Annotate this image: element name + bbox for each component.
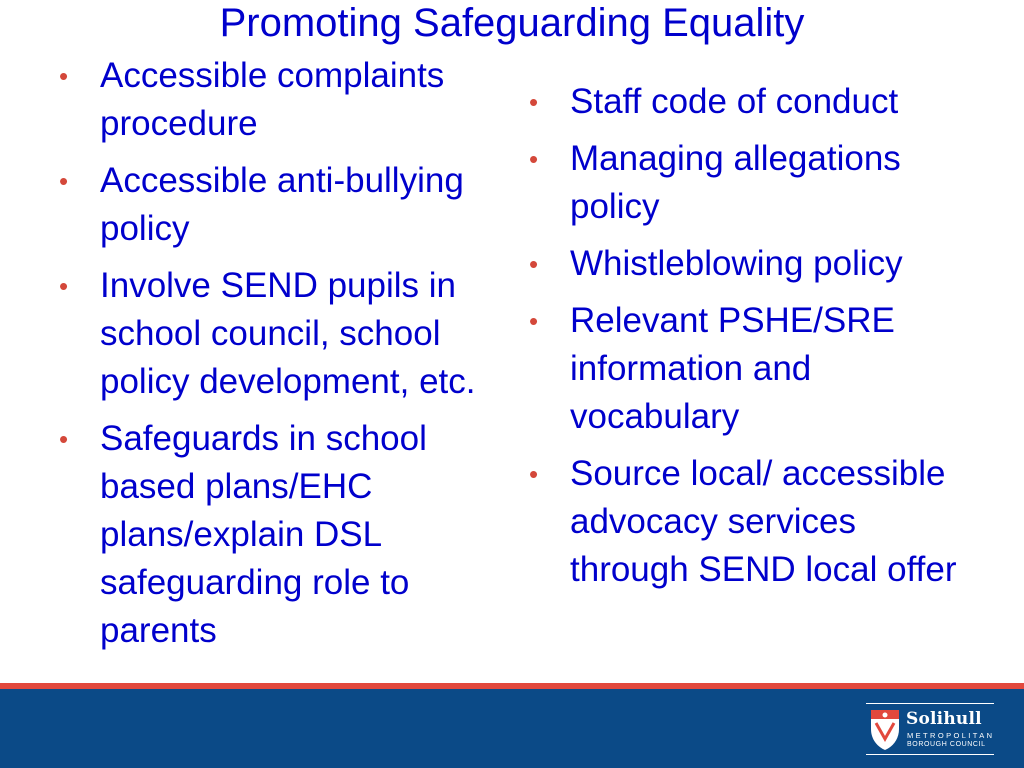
bullet-text: Managing allegations policy (570, 139, 901, 226)
bullet-icon: • (59, 61, 69, 91)
list-item (526, 240, 966, 288)
logo-subtitle-2: BOROUGH COUNCIL (907, 741, 986, 748)
bullet-text: Safeguards in school based plans/EHC plans/explain DSL safeguarding role to parents (100, 419, 427, 650)
logo-name: Solihull (906, 709, 982, 729)
crest-icon (868, 707, 902, 753)
slide-title: Promoting Safeguarding Equality (219, 1, 805, 45)
logo-subtitle: METROPOLITAN (907, 731, 995, 740)
list-item (526, 135, 966, 231)
bullet-text: Relevant PSHE/SRE information and vocabulary (570, 301, 895, 436)
logo-top-rule (866, 703, 994, 704)
council-logo (866, 703, 994, 755)
bullet-icon: • (529, 144, 539, 174)
logo-bottom-rule (866, 754, 994, 755)
bullet-icon: • (529, 459, 539, 489)
list-item (526, 78, 966, 126)
list-item (56, 262, 506, 406)
list-item (56, 52, 506, 148)
bullet-icon: • (529, 249, 539, 279)
bullet-text: Source local/ accessible advocacy services through SEND local offer (570, 454, 957, 589)
bullet-icon: • (529, 306, 539, 336)
list-item (56, 157, 506, 253)
bullet-icon: • (59, 424, 69, 454)
bullet-text: Accessible complaints procedure (100, 56, 445, 143)
bullet-text: Whistleblowing policy (570, 244, 903, 283)
bullet-icon: • (59, 271, 69, 301)
bullet-text: Involve SEND pupils in school council, school policy development, etc. (100, 266, 476, 401)
list-item (526, 450, 966, 594)
bullet-text: Staff code of conduct (570, 82, 899, 121)
list-item (526, 297, 966, 441)
bullet-text: Accessible anti-bullying policy (100, 161, 464, 248)
list-item (56, 415, 506, 655)
right-bullet-list (526, 78, 966, 603)
bullet-icon: • (529, 87, 539, 117)
left-bullet-list (56, 52, 506, 664)
bullet-icon: • (59, 166, 69, 196)
